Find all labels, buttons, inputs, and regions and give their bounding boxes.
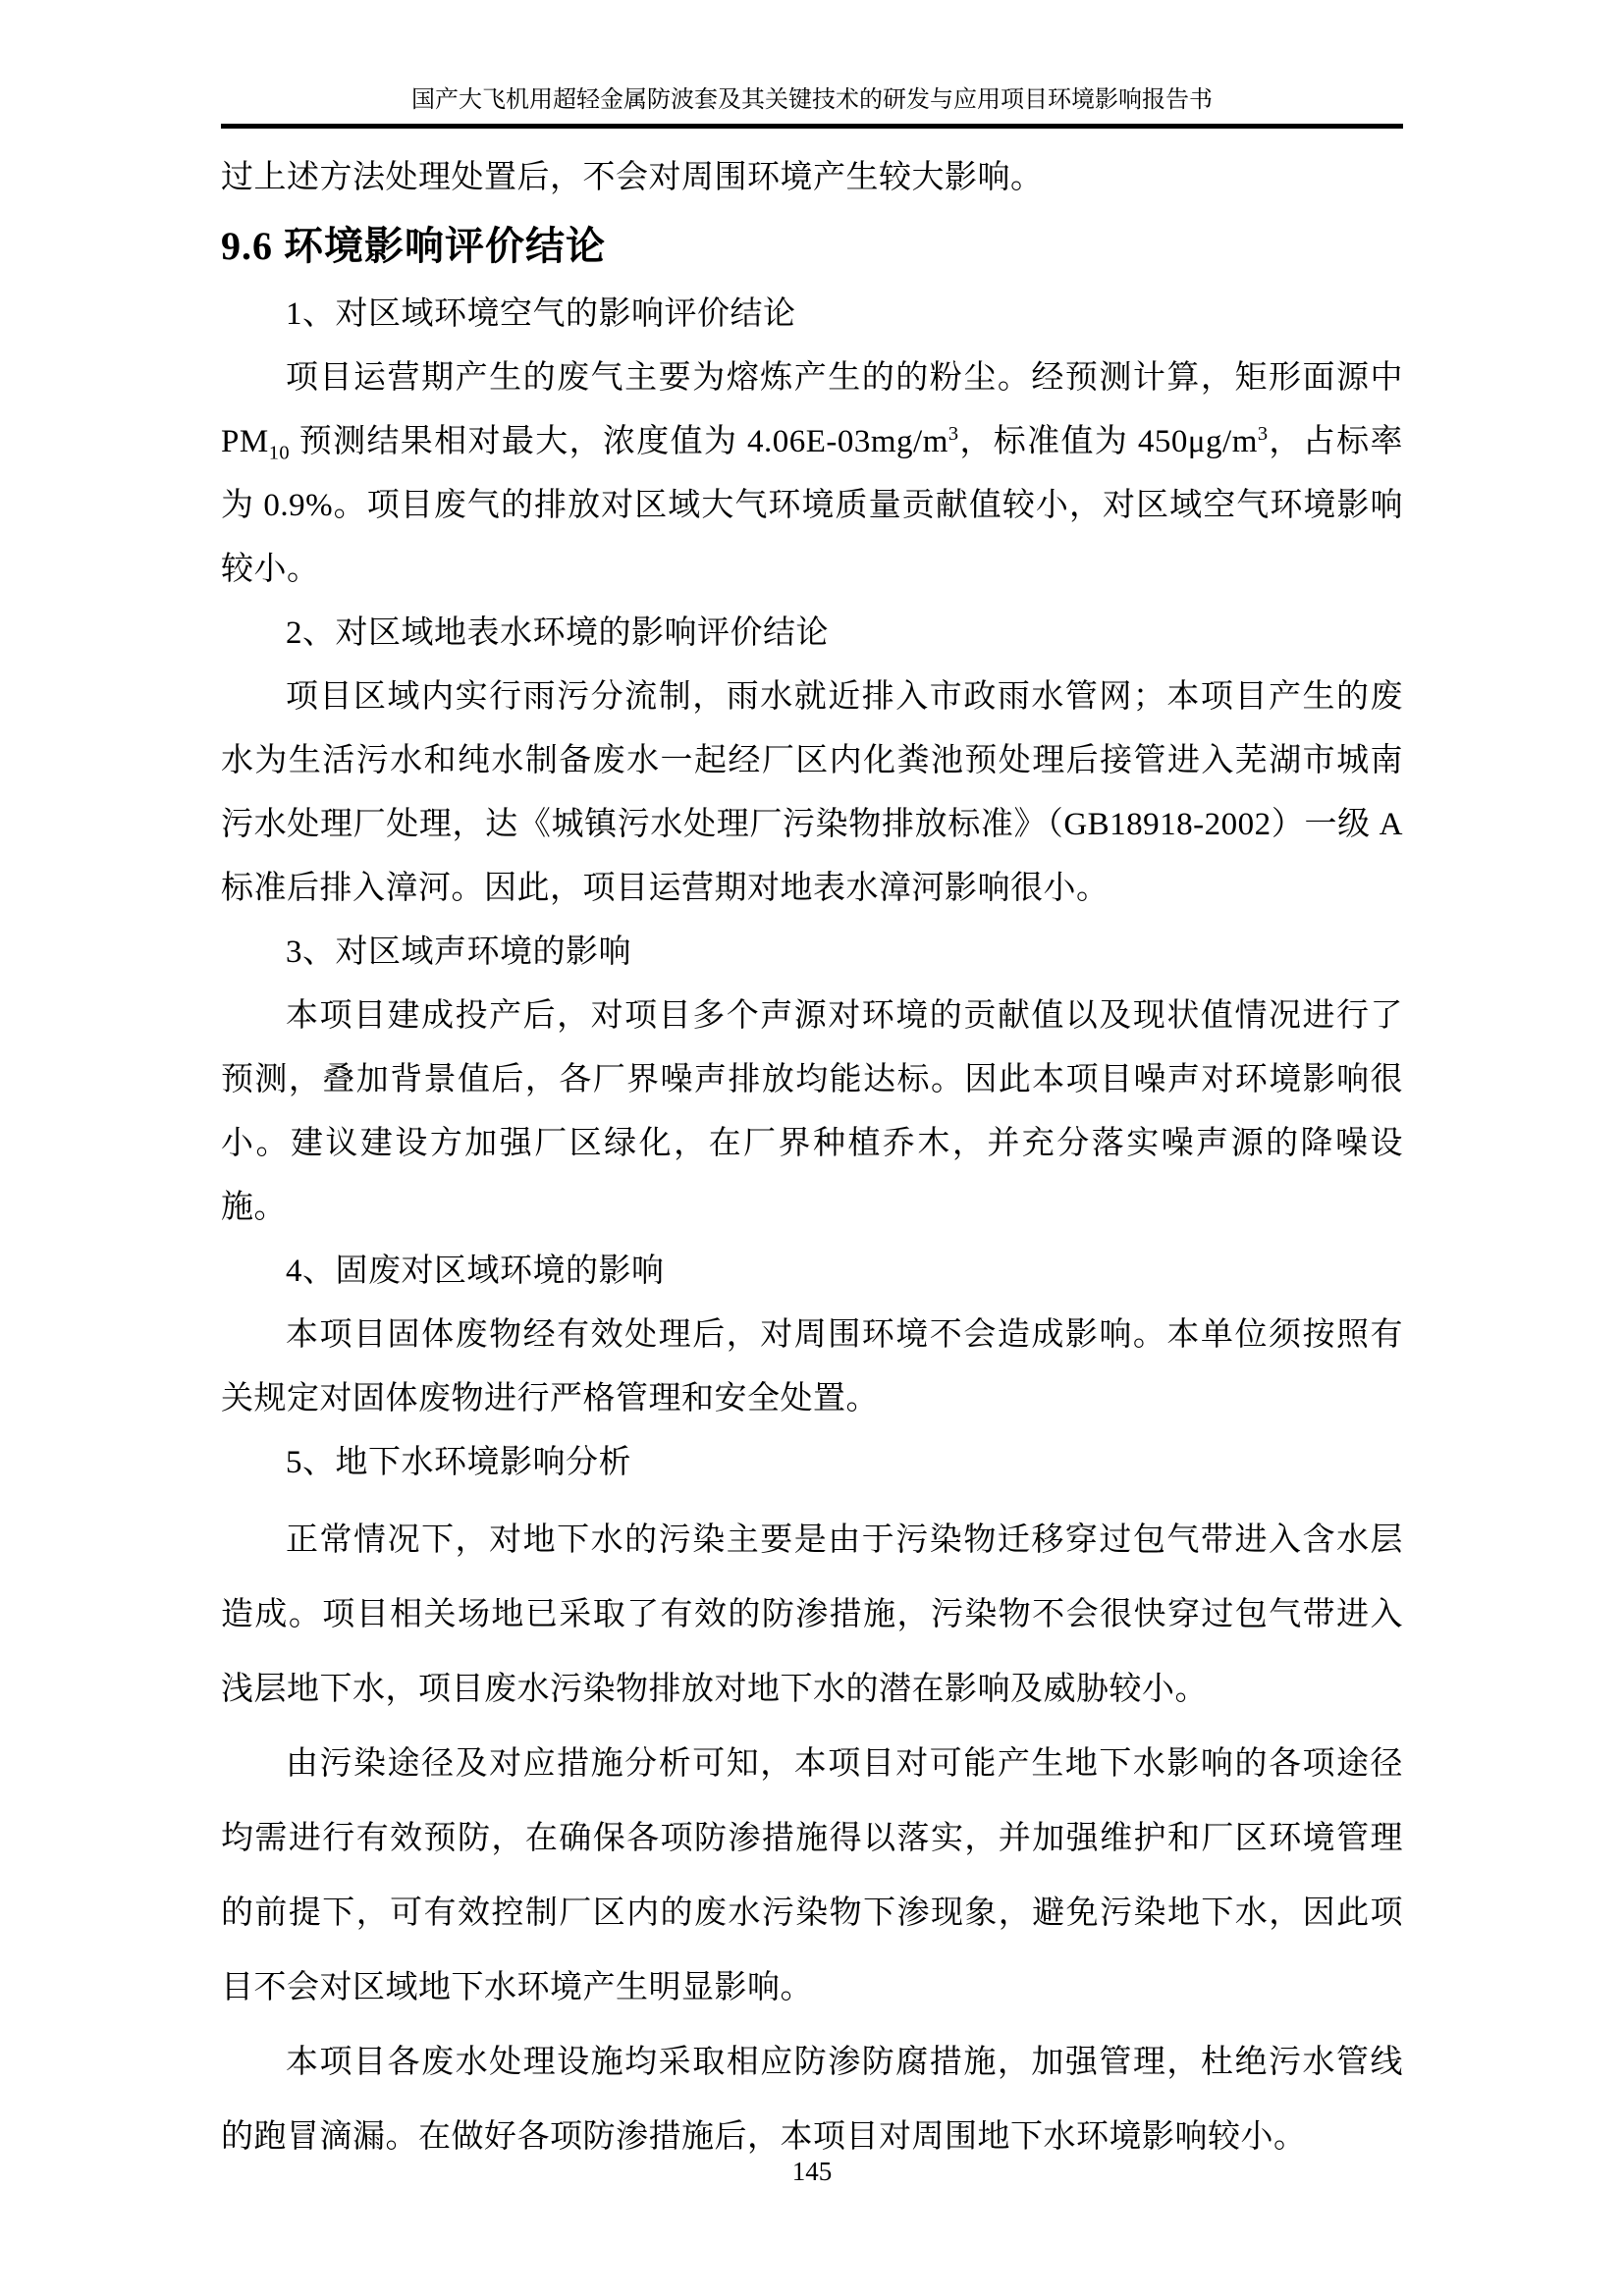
item-5-body-paragraph-3: 本项目各废水处理设施均采取相应防渗防腐措施，加强管理，杜绝污水管线的跑冒滴漏。在做好各项防渗措施后，本项目对周围地下水环境影响较小。 xyxy=(221,2045,1403,2155)
item-3-body: 本项目建成投产后，对项目多个声源对环境的贡献值以及现状值情况进行了预测，叠加背景值后，各厂界噪声排放均能达标。因此本项目噪声对环境影响很小。建议建设方加强厂区绿化，在厂界种植乔木，并充分落实噪声源的降噪设施。 xyxy=(221,998,1403,1225)
item-2-heading: 2、对区域地表水环境的影响评价结论 xyxy=(286,615,829,651)
document-body xyxy=(221,146,1403,2174)
item-4-heading: 4、固废对区域环境的影响 xyxy=(286,1254,665,1289)
item-3-heading: 3、对区域声环境的影响 xyxy=(286,934,631,970)
page-header-title: 国产大飞机用超轻金属防波套及其关键技术的研发与应用项目环境影响报告书 xyxy=(411,87,1213,113)
page-header xyxy=(221,84,1403,129)
section-heading: 9.6 环境影响评价结论 xyxy=(221,224,606,268)
item-5-heading: 5、地下水环境影响分析 xyxy=(286,1445,631,1480)
item-1-heading: 1、对区域环境空气的影响评价结论 xyxy=(286,296,796,332)
item-1-body: 项目运营期产生的废气主要为熔炼产生的的粉尘。经预测计算，矩形面源中$PM_{10}$ 预测结果相对最大，浓度值为 $4.06E-03mg/m^3$，标准值为 $450\mu g/m^3$，占标率为 0.9%。项目废气的排放对区域大气环境质量贡献值较小，对区域空气环境影响较小。 xyxy=(221,360,1403,587)
paragraph-intro: 过上述方法处理处置后，不会对周围环境产生较大影响。 xyxy=(221,160,1044,195)
item-5-body-paragraph-1: 正常情况下，对地下水的污染主要是由于污染物迁移穿过包气带进入含水层造成。项目相关场地已采取了有效的防渗措施，污染物不会很快穿过包气带进入浅层地下水，项目废水污染物排放对地下水的潜在影响及威胁较小。 xyxy=(221,1522,1403,1707)
page-content-column xyxy=(221,0,1403,2174)
item-4-body: 本项目固体废物经有效处理后，对周围环境不会造成影响。本单位须按照有关规定对固体废物进行严格管理和安全处置。 xyxy=(221,1317,1403,1416)
item-2-body: 项目区域内实行雨污分流制，雨水就近排入市政雨水管网；本项目产生的废水为生活污水和纯水制备废水一起经厂区内化粪池预处理后接管进入芜湖市城南污水处理厂处理，达《城镇污水处理厂污染物排放标准》（GB18918-2002）一级 A 标准后排入漳河。因此，项目运营期对地表水漳河影响很小。 xyxy=(221,679,1403,906)
page-number: 145 xyxy=(791,2157,833,2186)
item-5-body-paragraph-2: 由污染途径及对应措施分析可知，本项目对可能产生地下水影响的各项途径均需进行有效预防，在确保各项防渗措施得以落实，并加强维护和厂区环境管理的前提下，可有效控制厂区内的废水污染物下渗现象，避免污染地下水，因此项目不会对区域地下水环境产生明显影响。 xyxy=(221,1746,1403,2005)
